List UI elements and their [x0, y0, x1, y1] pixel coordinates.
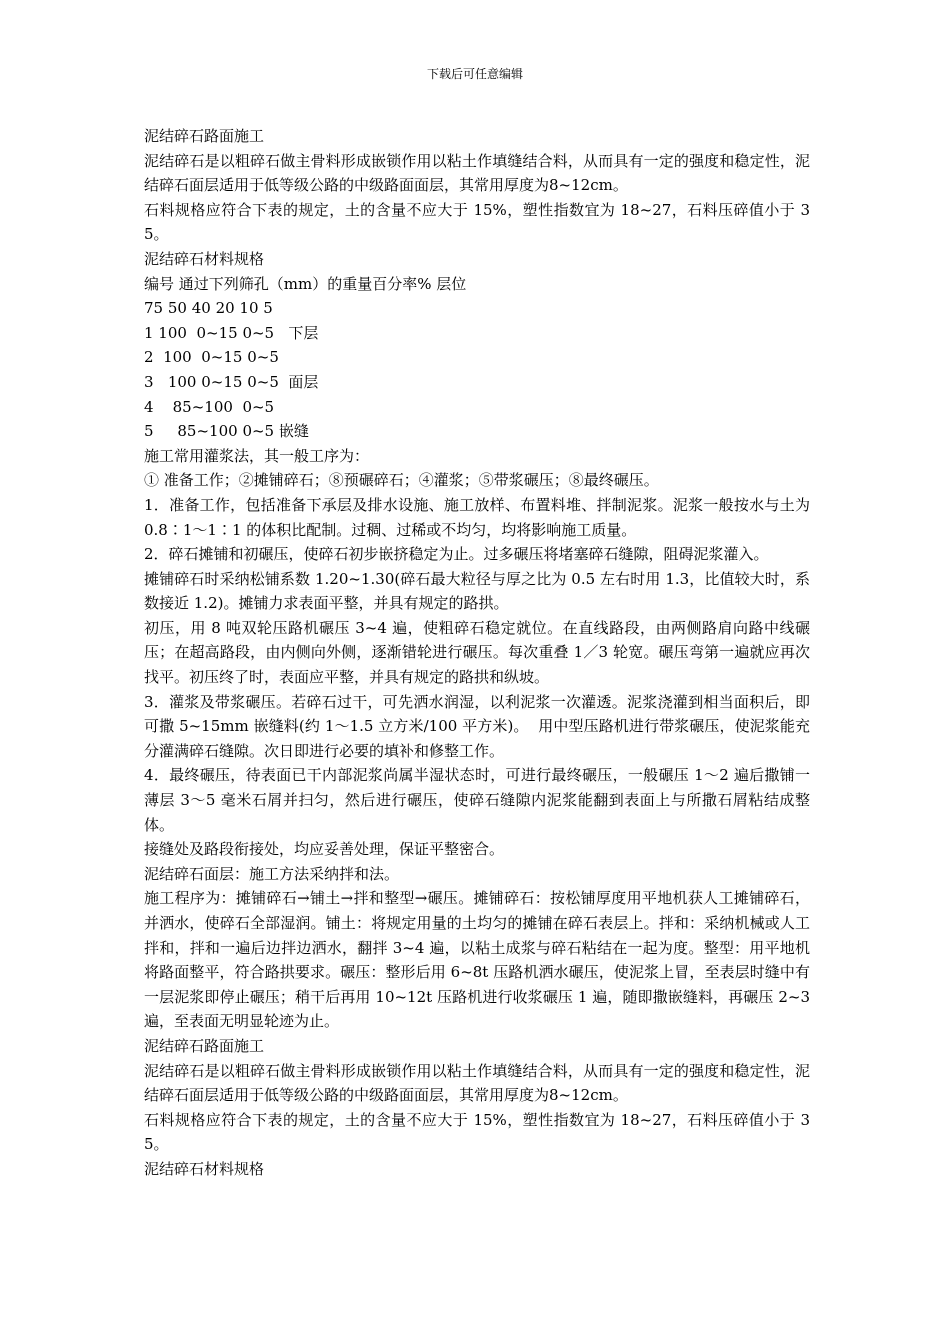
paragraph: 3．灌浆及带浆碾压。若碎石过干，可先洒水润湿，以利泥浆一次灌透。泥浆浇灌到相当面积后，即可撒 5~15mm 嵌缝料(约 1～1.5 立方米/100 平方米)。 用中型压路机进行带浆碾压，使泥浆能充分灌满碎石缝隙。次日即进行必要的填补和修整工作。	[144, 692, 810, 760]
table-row: 3 100 0~15 0~5 面层	[144, 372, 319, 391]
paragraph: 4．最终碾压，待表面已干内部泥浆尚属半湿状态时，可进行最终碾压，一般碾压 1～2 遍后撒铺一薄层 3～5 毫米石屑并扫匀，然后进行碾压，使碎石缝隙内泥浆能翻到表面上与所撒石屑粘结成整体。	[144, 766, 810, 834]
paragraph: 泥结碎石面层：施工方法采纳拌和法。	[144, 864, 400, 883]
paragraph: 2．碎石摊铺和初碾压，使碎石初步嵌挤稳定为止。过多碾压将堵塞碎石缝隙，阻碍泥浆灌入。	[144, 545, 769, 564]
table-row: 1 100 0~15 0~5 下层	[144, 323, 319, 342]
section-title: 泥结碎石路面施工	[144, 1036, 265, 1055]
paragraph: 初压，用 8 吨双轮压路机碾压 3~4 遍，使粗碎石稳定就位。在直线路段，由两侧路肩向路中线碾压；在超高路段，由内侧向外侧，逐渐错轮进行碾压。每次重叠 1／3 轮宽。碾压弯第一遍就应再次找平。初压终了时，表面应平整，并具有规定的路拱和纵坡。	[144, 618, 810, 687]
page-header: 下载后可任意编辑	[426, 67, 523, 81]
document-body	[144, 124, 815, 1182]
paragraph: 施工程序为：摊铺碎石→铺土→拌和整型→碾压。摊铺碎石：按松铺厚度用平地机获人工摊铺碎石，并洒水，使碎石全部湿润。铺土：将规定用量的土均匀的摊铺在碎石表层上。拌和：采纳机械或人工拌和，拌和一遍后边拌边洒水，翻拌 3~4 遍，以粘土成浆与碎石粘结在一起为度。整型：用平地机将路面整平，符合路拱要求。碾压：整形后用 6~8t 压路机洒水碾压，使泥浆上冒，至表层时缝中有一层泥浆即停止碾压；稍干后再用 10~12t 压路机进行收浆碾压 1 遍，随即撒嵌缝料，再碾压 2~3 遍，至表面无明显轮迹为止。	[144, 889, 815, 1031]
paragraph: 施工常用灌浆法，其一般工序为：	[144, 446, 370, 465]
paragraph: 接缝处及路段衔接处，均应妥善处理，保证平整密合。	[144, 840, 505, 859]
table-row: 5 85~100 0~5 嵌缝	[144, 422, 309, 441]
paragraph: 1．准备工作，包括准备下承层及排水设施、施工放样、布置料堆、拌制泥浆。泥浆一般按水与土为 0.8∶1～1∶1 的体积比配制。过稠、过稀或不均匀，均将影响施工质量。	[144, 495, 815, 539]
table-header-row: 编号 通过下列筛孔（mm）的重量百分率% 层位	[144, 274, 467, 293]
paragraph: 石料规格应符合下表的规定，土的含量不应大于 15%，塑性指数宜为 18~27，石料压碎值小于 35。	[144, 1110, 810, 1154]
table-row: 4 85~100 0~5	[144, 397, 275, 416]
table-title: 泥结碎石材料规格	[144, 1159, 265, 1178]
step-list: ① 准备工作；②摊铺碎石；⑧预碾碎石；④灌浆；⑤带浆碾压；⑧最终碾压。	[144, 471, 659, 490]
table-row: 2 100 0~15 0~5	[144, 348, 279, 367]
section-title: 泥结碎石路面施工	[144, 127, 265, 145]
paragraph: 摊铺碎石时采纳松铺系数 1.20~1.30(碎石最大粒径与厚之比为 0.5 左右时用 1.3，比值较大时，系数接近 1.2)。摊铺力求表面平整，并具有规定的路拱。	[144, 569, 810, 613]
paragraph: 泥结碎石是以粗碎石做主骨料形成嵌锁作用以粘土作填缝结合料，从而具有一定的强度和稳定性，泥结碎石面层适用于低等级公路的中级路面面层，其常用厚度为8~12cm。	[144, 1061, 810, 1105]
paragraph: 石料规格应符合下表的规定，土的含量不应大于 15%，塑性指数宜为 18~27，石料压碎值小于 35。	[144, 200, 810, 244]
table-title: 泥结碎石材料规格	[144, 249, 265, 268]
table-sieve-row: 75 50 40 20 10 5	[144, 299, 273, 318]
paragraph: 泥结碎石是以粗碎石做主骨料形成嵌锁作用以粘土作填缝结合料，从而具有一定的强度和稳定性，泥结碎石面层适用于低等级公路的中级路面面层，其常用厚度为8~12cm。	[144, 151, 810, 195]
